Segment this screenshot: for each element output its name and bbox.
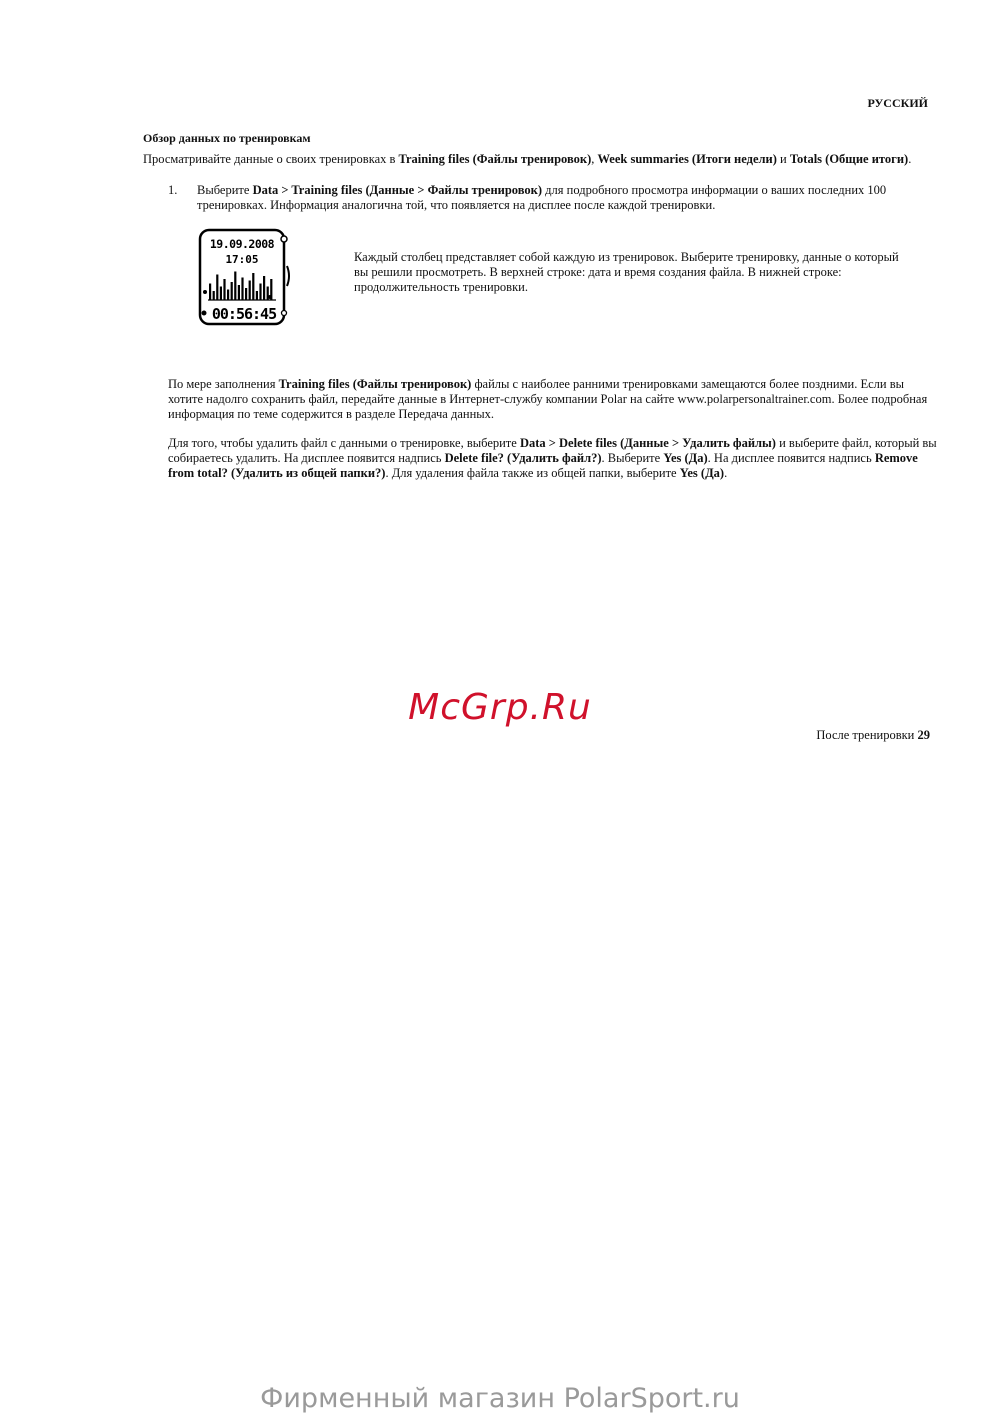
step-1-bold-menu-path: Data > Training files (Данные > Файлы тренировок) [252, 183, 543, 197]
intro-text-1: Просматривайте данные о своих тренировках в [143, 152, 399, 166]
para3-bold-remove-from-total: Remove from total? (Удалить из общей папки?) [168, 451, 918, 480]
watch-duration: 00:56:45 [211, 305, 277, 323]
watch-button-right [287, 266, 289, 286]
intro-text-4: . [908, 152, 912, 166]
page-footer [816, 728, 930, 743]
para3-bold-delete-file: Delete file? (Удалить файл?) [444, 451, 602, 465]
intro-text-2: , [591, 152, 598, 166]
watch-bar [209, 284, 211, 301]
watch-date: 19.09.2008 [209, 237, 275, 251]
para3-text-3: . Выберите [601, 451, 664, 465]
watch-bar [249, 281, 251, 301]
para3-text-4: . На дисплее появится надпись [707, 451, 875, 465]
watch-button-bottom-right [282, 311, 287, 316]
delete-files-paragraph [168, 436, 938, 481]
training-files-paragraph [168, 377, 938, 422]
intro-text-3: и [776, 152, 790, 166]
page-number: 29 [917, 728, 930, 742]
intro-bold-week-summaries: Week summaries (Итоги недели) [597, 152, 777, 166]
watch-bar [245, 288, 247, 300]
watch-bar [220, 287, 222, 301]
watch-bar [231, 282, 233, 300]
watch-bar [263, 276, 265, 300]
footer-section-name: После тренировки [816, 728, 918, 742]
shop-banner: Фирменный магазин PolarSport.ru [260, 1383, 740, 1414]
step-1-text-1: Выберите [197, 183, 253, 197]
para3-bold-delete-files: Data > Delete files (Данные > Удалить файлы) [519, 436, 776, 450]
section-title: Обзор данных по тренировкам [143, 131, 311, 145]
watch-bar [223, 279, 225, 300]
watermark: McGrp.Ru [408, 687, 592, 728]
watch-bar [238, 285, 240, 300]
watch-bar [227, 290, 229, 301]
intro-bold-training-files: Training files (Файлы тренировок) [398, 152, 592, 166]
para3-text-1: Для того, чтобы удалить файл с данными о тренировке, выберите [168, 436, 520, 450]
para3-text-2: и выберите файл, который вы собираетесь удалить. На дисплее появится надпись [168, 436, 937, 465]
watch-display-illustration [196, 226, 292, 330]
para3-text-5: . Для удаления файла также из общей папки, выберите [385, 466, 680, 480]
watch-display-caption: Каждый столбец представляет собой каждую из тренировок. Выберите тренировку, данные о который вы решили просмотреть. В верхней строке: дата и время создания файла. В нижней строке: продолжительность тренировки. [354, 250, 899, 294]
para2-text-2: файлы с наиболее ранними тренировками замещаются более поздними. Если вы хотите надолго сохранить файл, передайте данные в Интернет-службу компании Polar на сайте www.polarpersonaltrainer.com. Более подробная информация по теме содержится в разделе Передача данных. [168, 377, 928, 421]
para3-bold-yes-2: Yes (Да) [679, 466, 725, 480]
intro-paragraph [143, 152, 933, 167]
watch-time: 17:05 [225, 253, 259, 266]
para3-text-6: . [724, 466, 728, 480]
para3-bold-yes-1: Yes (Да) [663, 451, 708, 465]
step-number: 1. [168, 183, 178, 197]
watch-selector-dot-right [268, 295, 272, 299]
watch-bar [256, 291, 258, 300]
watch-bar [252, 273, 254, 300]
watch-bar [234, 272, 236, 301]
watch-bar [213, 291, 215, 300]
para2-bold-training-files: Training files (Файлы тренировок) [278, 377, 472, 391]
watch-button-bottom-left [202, 311, 207, 316]
watch-button-top-right [281, 236, 287, 242]
para2-text-1: По мере заполнения [168, 377, 279, 391]
watch-bar [241, 278, 243, 301]
step-1-text [197, 183, 932, 213]
watch-selector-dot-left [203, 290, 207, 294]
language-label: РУССКИЙ [867, 96, 928, 110]
intro-bold-totals: Totals (Общие итоги) [789, 152, 909, 166]
watch-bar [216, 275, 218, 301]
watch-bar [259, 284, 261, 301]
step-1-text-2: для подробного просмотра информации о ваших последних 100 тренировках. Информация аналогична той, что появляется на дисплее после каждой тренировки. [197, 183, 887, 212]
